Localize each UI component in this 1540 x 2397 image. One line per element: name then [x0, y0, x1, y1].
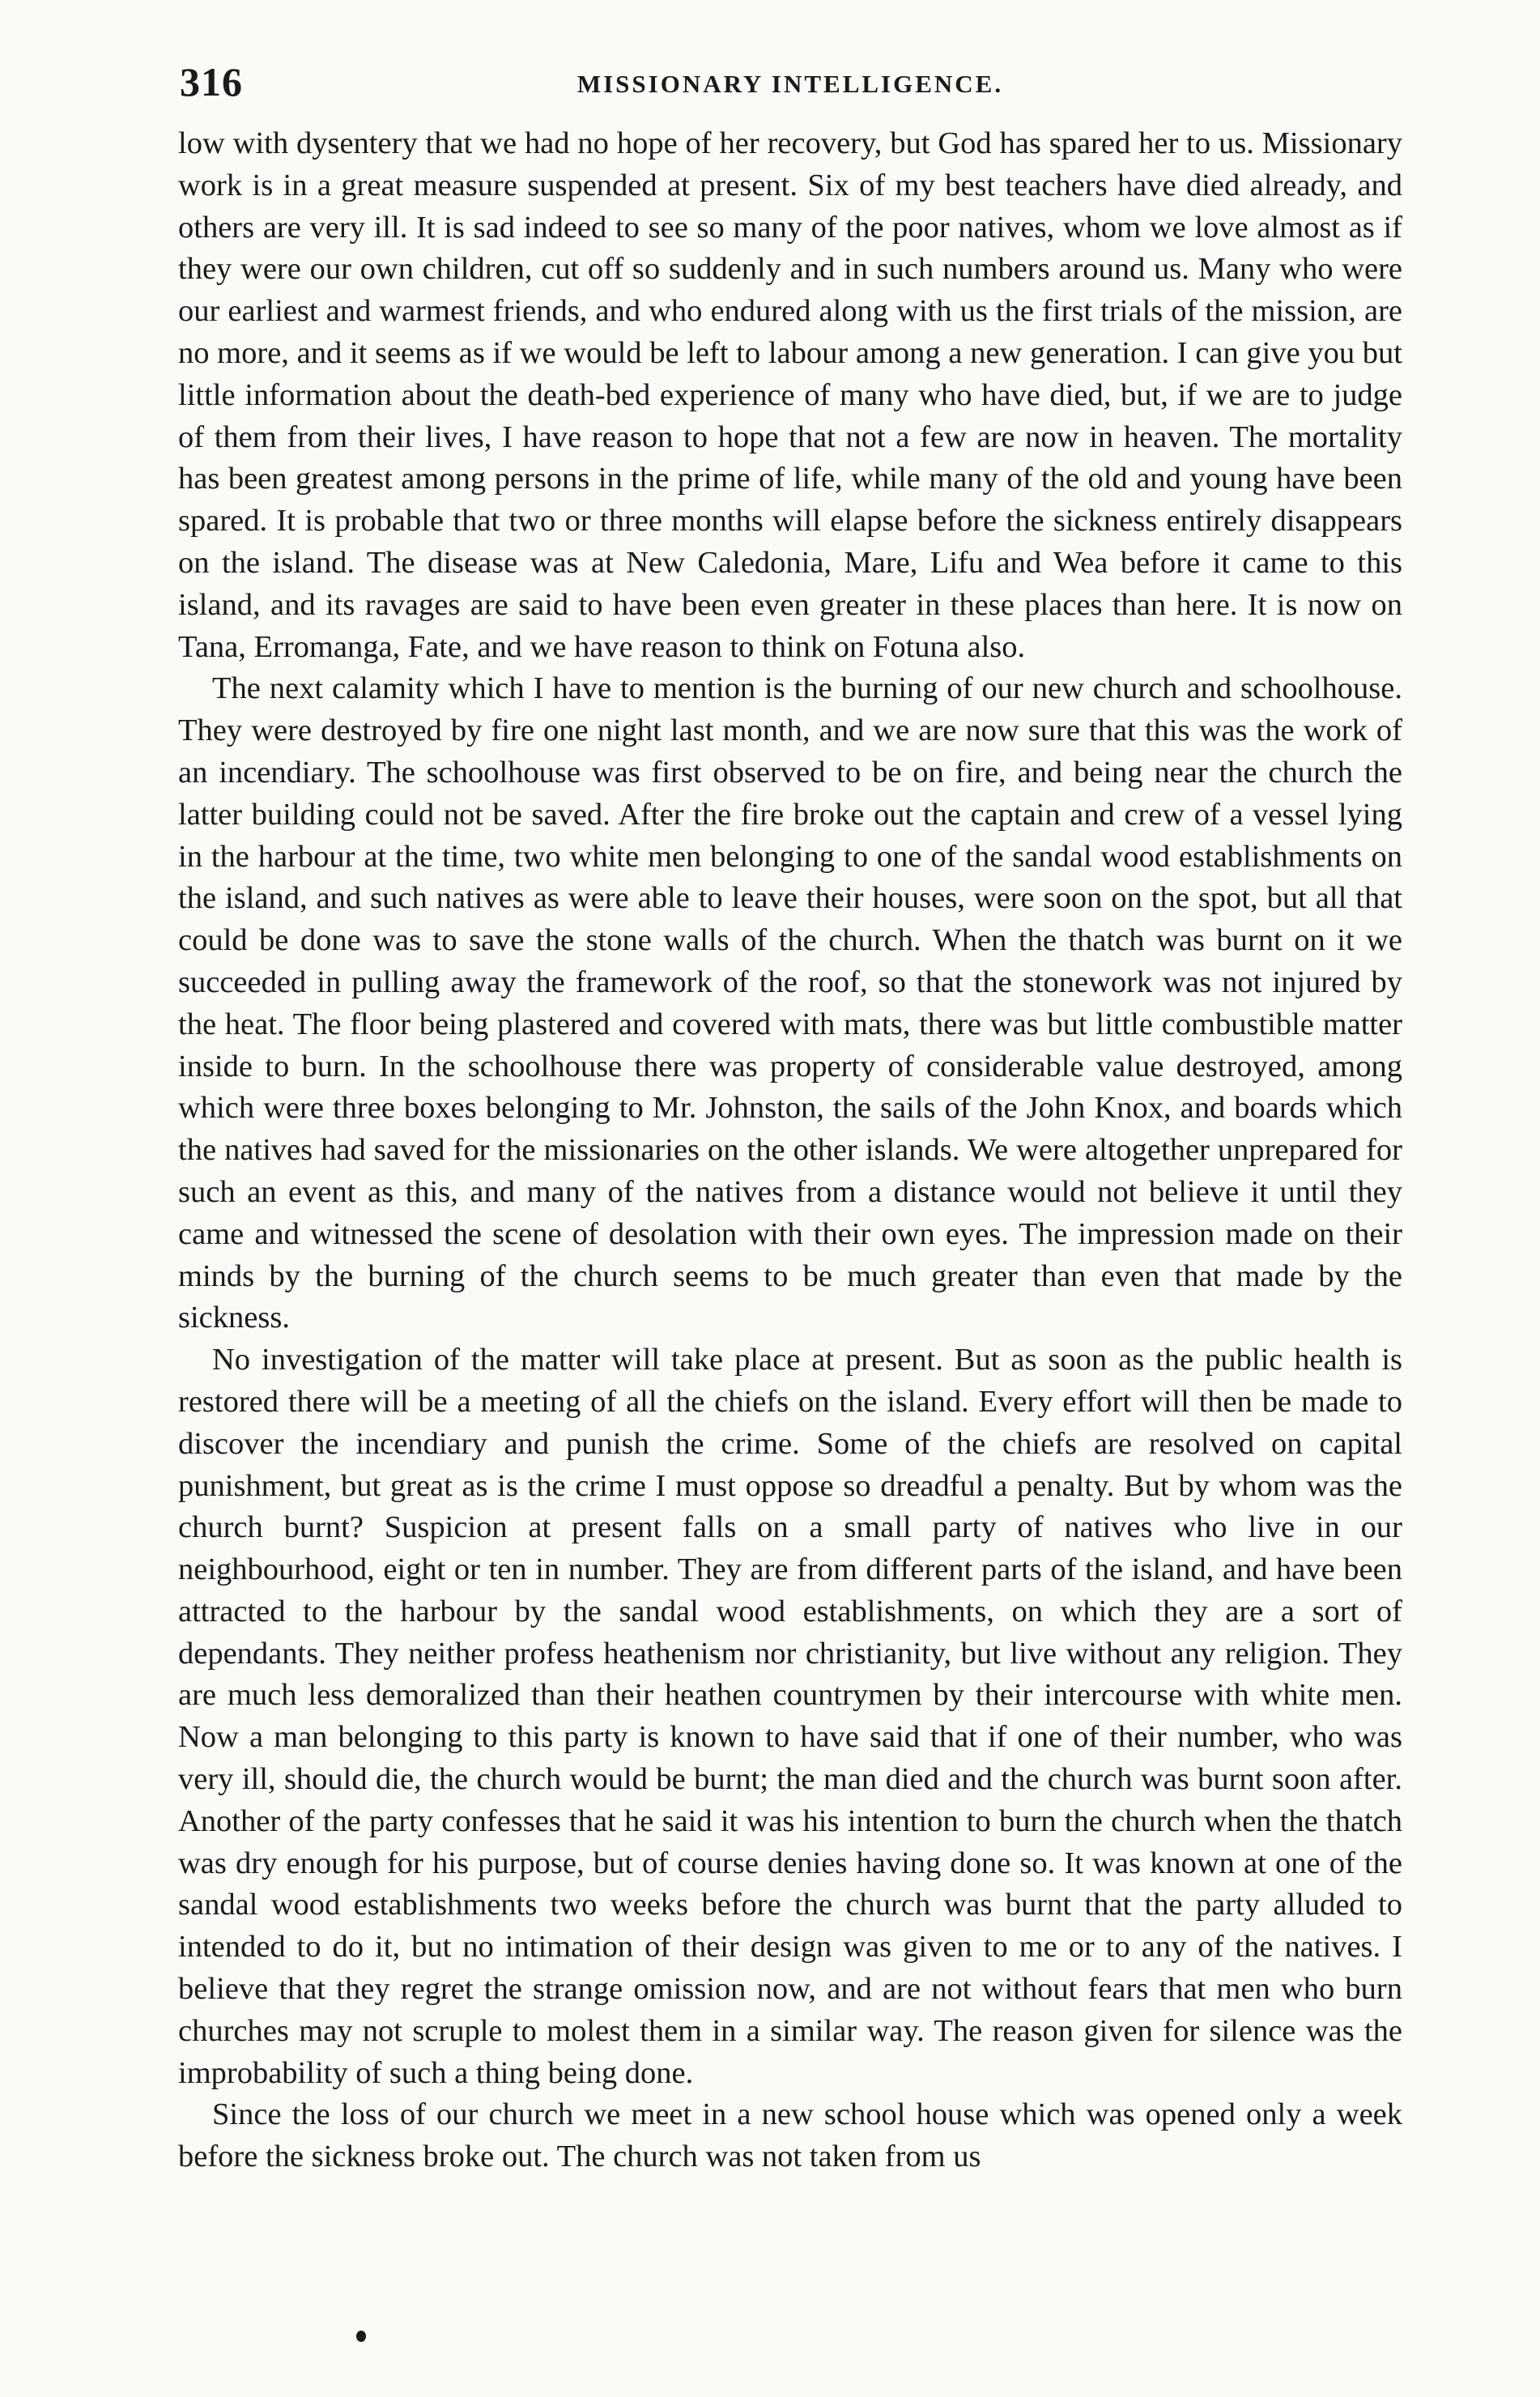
paragraph-3: No investigation of the matter will take place at present. But as soon as the public health is restored there will be a meeting of all the chiefs on the island. Every effort will then be made to discover the incendiary and punish the crime. Some of the chiefs are resolved on capital punishment, but great as is the crime I must oppose so dreadful a penalty. But by whom was the church burnt? Suspicion at present falls on a small party of natives who live in our neighbourhood, eight or ten in number. They are from different parts of the island, and have been attracted to the harbour by the sandal wood establishments, on which they are a sort of dependants. They neither profess heathenism nor christianity, but live without any religion. They are much less demoralized than their heathen countrymen by their intercourse with white men. Now a man belonging to this party is known to have said that if one of their number, who was very ill, should die, the church would be burnt; the man died and the church was burnt soon after. Another of the party confesses that he said it was his intention to burn the church when the thatch was dry enough for his purpose, but of course denies having done so. It was known at one of the sandal wood establishments two weeks before the church was burnt that the party alluded to intended to do it, but no intimation of their design was given to me or to any of the natives. I believe that they regret the strange omission now, and are not without fears that men who burn churches may not scruple to molest them in a similar way. The reason given for silence was the improbability of such a thing being done.	[178, 1343, 1402, 2090]
article-body	[178, 123, 1402, 2178]
paragraph-1: low with dysentery that we had no hope of her recovery, but God has spared her to us. Missionary work is in a great measure suspended at present. Six of my best teachers have died already, and others are very ill. It is sad indeed to see so many of the poor natives, whom we love almost as if they were our own children, cut off so suddenly and in such numbers around us. Many who were our earliest and warmest friends, and who endured along with us the first trials of the mission, are no more, and it seems as if we would be left to labour among a new generation. I can give you but little information about the death-bed experience of many who have died, but, if we are to judge of them from their lives, I have reason to hope that not a few are now in heaven. The mortality has been greatest among persons in the prime of life, while many of the old and young have been spared. It is probable that two or three months will elapse before the sickness entirely disappears on the island. The disease was at New Caledonia, Mare, Lifu and Wea before it came to this island, and its ravages are said to have been even greater in these places than here. It is now on Tana, Erromanga, Fate, and we have reason to think on Fotuna also.	[178, 126, 1402, 664]
running-head: MISSIONARY INTELLIGENCE.	[576, 70, 1004, 98]
page-header	[178, 58, 1402, 123]
footer-dot-mark	[356, 2331, 366, 2342]
page-number: 316	[180, 59, 243, 104]
paragraph-2: The next calamity which I have to mention is the burning of our new church and schoolhouse. They were destroyed by fire one night last month, and we are now sure that this was the work of an incendiary. The schoolhouse was first observed to be on fire, and being near the church the latter building could not be saved. After the fire broke out the captain and crew of a vessel lying in the harbour at the time, two white men belonging to one of the sandal wood establishments on the island, and such natives as were able to leave their houses, were soon on the spot, but all that could be done was to save the stone walls of the church. When the thatch was burnt on it we succeeded in pulling away the framework of the roof, so that the stonework was not injured by the heat. The floor being plastered and covered with mats, there was but little combustible matter inside to burn. In the schoolhouse there was property of considerable value destroyed, among which were three boxes belonging to Mr. Johnston, the sails of the John Knox, and boards which the natives had saved for the missionaries on the other islands. We were altogether unprepared for such an event as this, and many of the natives from a distance would not believe it until they came and witnessed the scene of desolation with their own eyes. The impression made on their minds by the burning of the church seems to be much greater than even that made by the sickness.	[178, 671, 1402, 1335]
paragraph-4: Since the loss of our church we meet in a new school house which was opened only a week before the sickness broke out. The church was not taken from us	[178, 2097, 1402, 2174]
